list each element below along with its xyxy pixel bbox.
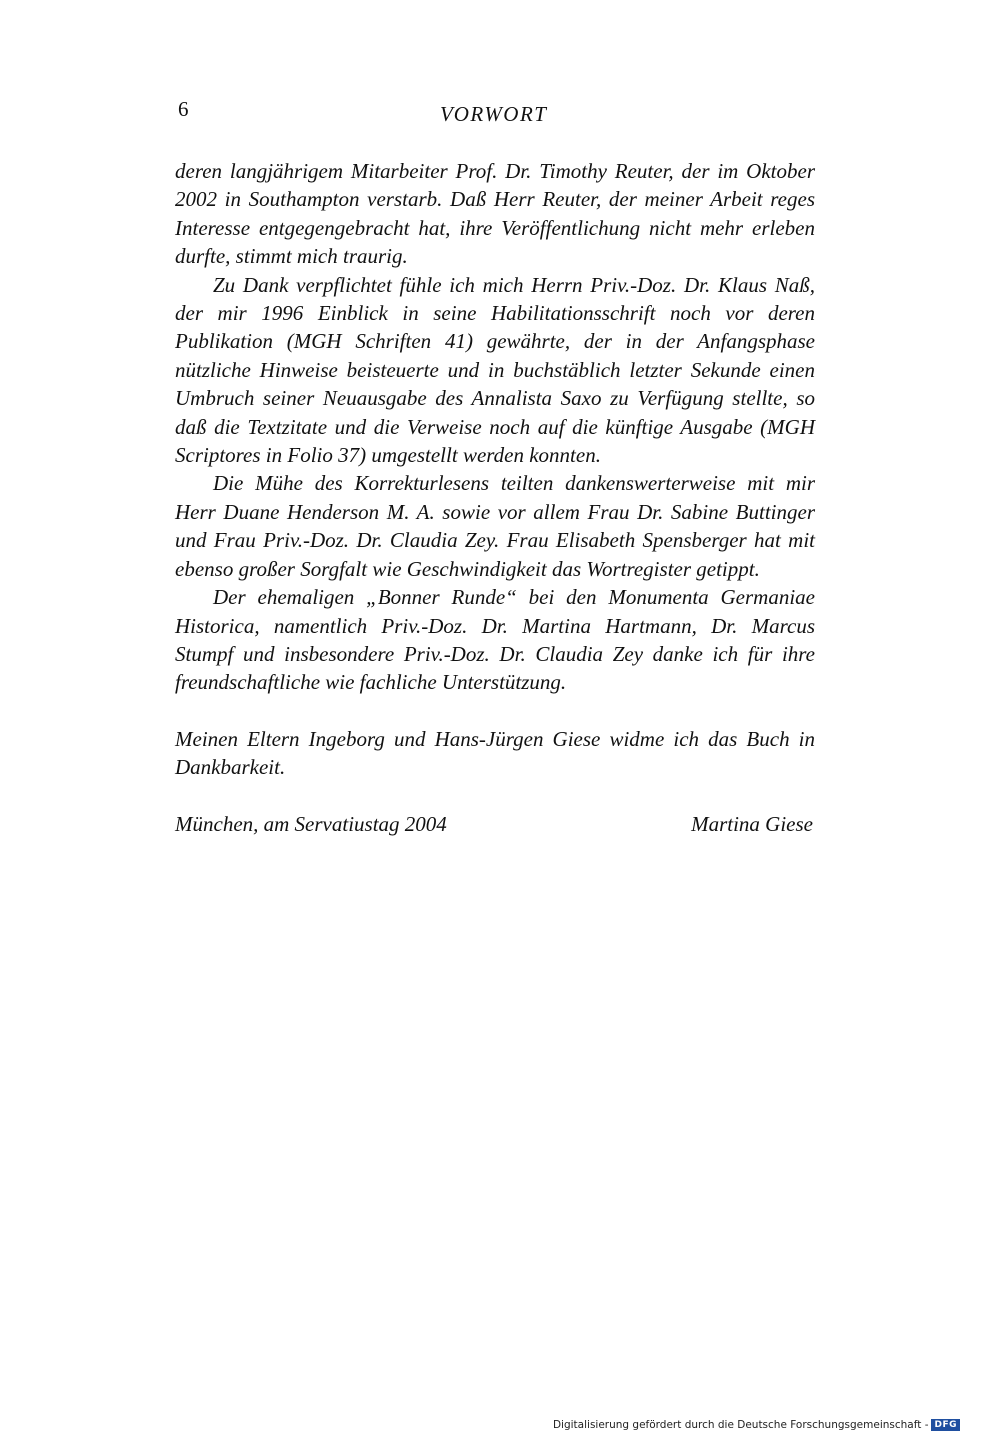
dedication: Meinen Eltern Ingeborg und Hans-Jürgen Giese widme ich das Buch in Dankbarkeit. <box>175 726 815 780</box>
author-signature: Martina Giese <box>691 811 813 836</box>
page-number: 6 <box>178 97 189 121</box>
dfg-logo: DFG <box>931 1419 960 1431</box>
paragraph-thanks-bonner-runde: Der ehemaligen „Bonner Runde“ bei den Monumenta Germaniae Historica, namentlich Priv.-Doz. Dr. Martina Hartmann, Dr. Marcus Stumpf und insbesondere Priv.-Doz. Dr. Claudia Zey danke ich für ihre freundschaftliche wie fachliche Unterstützung. <box>175 585 815 695</box>
place-date: München, am Servatiustag 2004 <box>175 811 447 836</box>
paragraph-continuation: deren langjährigem Mitarbeiter Prof. Dr. Timothy Reuter, der im Oktober 2002 in Southampton verstarb. Daß Herr Reuter, der meiner Arbeit reges Interesse entgegengebracht hat, ihre Veröffentlichung nicht mehr erleben durfte, stimmt mich traurig. <box>175 159 815 269</box>
running-head: VORWORT <box>440 102 548 126</box>
paragraph-thanks-proofreading: Die Mühe des Korrekturlesens teilten dankenswerterweise mit mir Herr Duane Henderson M. A. sowie vor allem Frau Dr. Sabine Buttinger und Frau Priv.-Doz. Dr. Claudia Zey. Frau Elisabeth Spensberger hat mit ebenso großer Sorgfalt wie Geschwindigkeit das Wortregister getippt. <box>175 471 815 581</box>
closing-line <box>175 810 815 838</box>
preface-body <box>175 157 815 838</box>
digitization-credit <box>553 1418 960 1432</box>
credit-text: Digitalisierung gefördert durch die Deutsche Forschungsgemeinschaft - <box>552 1419 929 1431</box>
paragraph-thanks-nass: Zu Dank verpflichtet fühle ich mich Herrn Priv.-Doz. Dr. Klaus Naß, der mir 1996 Einblick in seine Habilitationsschrift noch vor deren Publikation (MGH Schriften 41) gewährte, der in der Anfangsphase nützliche Hinweise beisteuerte und in buchstäblich letzter Sekunde einen Umbruch seiner Neuausgabe des Annalista Saxo zu Verfügung stellte, so daß die Textzitate und die Verweise noch auf die künftige Ausgabe (MGH Scriptores in Folio 37) umgestellt werden konnten. <box>175 272 815 468</box>
